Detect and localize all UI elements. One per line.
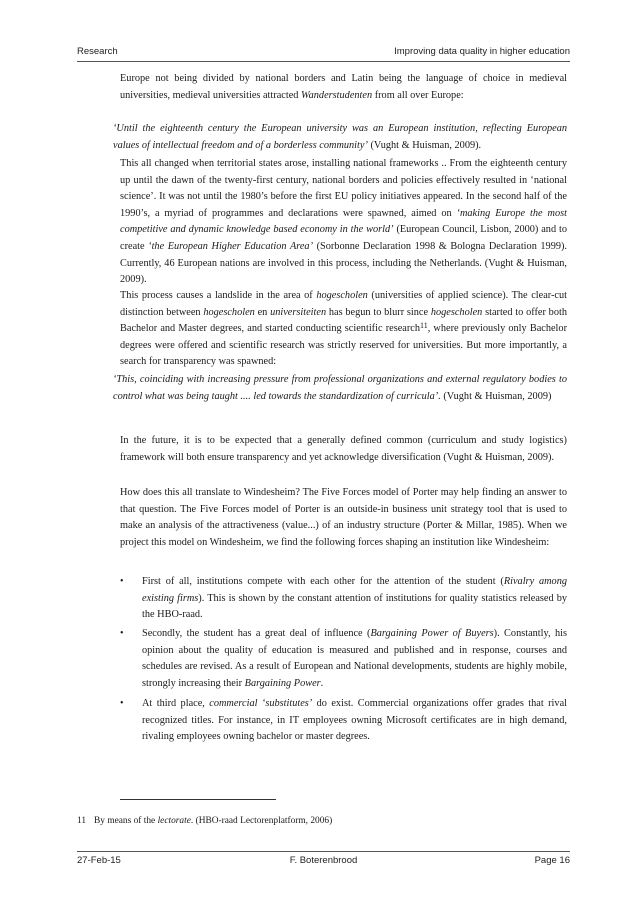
bullet-item-2: Secondly, the student has a great deal of influence (Bargaining Power of Buyers). Constantly, his opinion about the quality of education is measured and published and in response, courses and schedules are revised. As a result of European and National developments, students are highly mobile, strongly increasing their Bargaining Power. bbox=[142, 628, 567, 689]
footer-rule bbox=[77, 851, 570, 852]
page-footer bbox=[77, 855, 570, 866]
footnote: 11 By means of the lectorate. (HBO-raad Lectorenplatform, 2006) bbox=[77, 816, 333, 826]
paragraph-windesheim: How does this all translate to Windesheim? The Five Forces model of Porter may help finding an answer to that question. The Five Forces model of Porter is an outside-in business unit strategy tool that is used to make an analysis of the attractiveness (value...) of an industry structure (Porter & Millar, 1985). When we project this model on Windesheim, we find the following forces shaping an institution like Windesheim: bbox=[120, 487, 567, 548]
paragraph-future: In the future, it is to be expected that a generally defined common (curriculum and study logistics) framework will both ensure transparency and yet acknowledge diversification (Vught & Huisman, 2009). bbox=[120, 435, 567, 463]
bullet-marker: • bbox=[120, 628, 124, 639]
paragraph-territorial: This all changed when territorial states arose, installing national frameworks .. From the eighteenth century up until the dawn of the twenty-first century, national borders and policies effectively resulted in ‘national science’. It was not until the 1980’s before the first EU policy initiatives appeared. In the second half of the 1990’s, a myriad of programmes and declarations were spawned, aimed on ‘making Europe the most competitive and dynamic knowledge based economy in the world’ (European Council, Lisbon, 2000) and to create ‘the European Higher Education Area’ (Sorbonne Declaration 1998 & Bologna Declaration 1999). Currently, 46 European nations are involved in this process, including the Netherlands. (Vught & Huisman, 2009). bbox=[120, 158, 568, 286]
paragraph-hogescholen: This process causes a landslide in the area of hogescholen (universities of applied science). The clear-cut distinction between hogescholen en universiteiten has begun to blurr since hogescholen started to offer both Bachelor and Master degrees, and started conducting scientific research$^{11}$, where previously only Bachelor degrees were offered and scientific research was strictly reserved for universities. But more importantly, a search for transparency was spawned: bbox=[120, 290, 567, 368]
footnote-separator bbox=[120, 799, 276, 800]
bullet-marker: • bbox=[120, 576, 124, 587]
quote-2: ‘This, coinciding with increasing pressure from professional organizations and external regulatory bodies to control what was being taught .... led towards the standardization of curricula’. (Vught & Huisman, 2009) bbox=[113, 374, 567, 402]
footnote-ref[interactable]: 11 bbox=[420, 321, 428, 331]
header-left: Research bbox=[77, 46, 118, 57]
paragraph-intro: Europe not being divided by national borders and Latin being the language of choice in medieval universities, medieval universities attracted Wanderstudenten from all over Europe: bbox=[120, 73, 567, 101]
bullet-item-1: First of all, institutions compete with each other for the attention of the student (Rivalry among existing firms). This is shown by the constant attention of institutions for quality statistics released by the HBO-raad. bbox=[142, 576, 567, 621]
footer-page-number: Page 16 bbox=[534, 855, 570, 866]
header-rule bbox=[77, 61, 570, 62]
page-header bbox=[77, 46, 570, 57]
footnote-number: 11 bbox=[77, 816, 87, 826]
quote-1: ‘Until the eighteenth century the European university was an European institution, reflecting European values of intellectual freedom and of a borderless community’ (Vught & Huisman, 2009). bbox=[113, 123, 567, 151]
bullet-marker: • bbox=[120, 698, 124, 709]
header-right: Improving data quality in higher education bbox=[394, 46, 570, 57]
footer-author: F. Boterenbrood bbox=[289, 855, 358, 866]
bullet-item-3: At third place, commercial ‘substitutes’ do exist. Commercial organizations offer grades that rival recognized titles. For instance, in IT employees owning Microsoft certificates are in high demand, rivaling employees owning bachelor or master degrees. bbox=[142, 698, 568, 743]
footer-date: 27-Feb-15 bbox=[77, 855, 121, 866]
